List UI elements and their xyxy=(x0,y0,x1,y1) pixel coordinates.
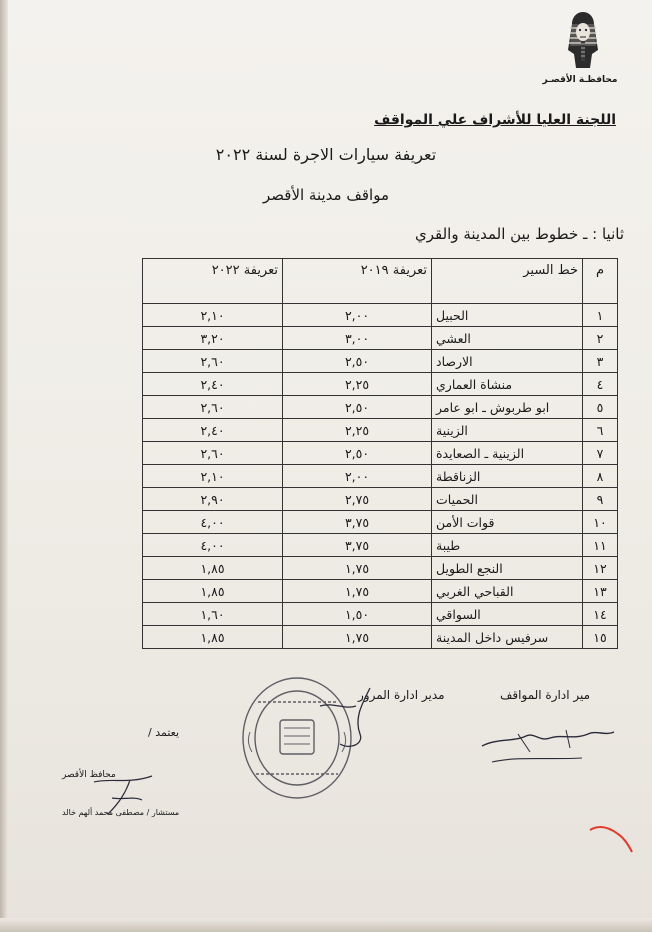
cell-route: سرفيس داخل المدينة xyxy=(432,626,583,649)
cell-tariff-2022: ٢,٤٠ xyxy=(143,419,283,442)
cell-route: منشاة العماري xyxy=(432,373,583,396)
cell-no: ٧ xyxy=(583,442,618,465)
cell-tariff-2019: ٣,٠٠ xyxy=(283,327,432,350)
cell-tariff-2022: ٢,٦٠ xyxy=(143,396,283,419)
tariff-table xyxy=(142,258,618,649)
cell-tariff-2019: ١,٥٠ xyxy=(283,603,432,626)
cell-route: الارصاد xyxy=(432,350,583,373)
table-row xyxy=(143,603,618,626)
cell-no: ١٥ xyxy=(583,626,618,649)
advisor-name: مستشار / مصطفى محمد ألهم خالد xyxy=(62,808,180,817)
cell-tariff-2019: ٢,٠٠ xyxy=(283,465,432,488)
cell-tariff-2019: ٢,٥٠ xyxy=(283,350,432,373)
cell-tariff-2022: ١,٨٥ xyxy=(143,626,283,649)
cell-tariff-2022: ٤,٠٠ xyxy=(143,511,283,534)
cell-route: ابو طربوش ـ ابو عامر xyxy=(432,396,583,419)
traffic-director-title: مدير ادارة المرور xyxy=(358,688,445,702)
table-row xyxy=(143,350,618,373)
table-row xyxy=(143,488,618,511)
cell-tariff-2022: ١,٨٥ xyxy=(143,557,283,580)
committee-heading: اللجنة العليا للأشراف علي المواقف xyxy=(374,112,616,128)
cell-no: ٥ xyxy=(583,396,618,419)
table-row xyxy=(143,465,618,488)
table-row xyxy=(143,304,618,327)
pharaoh-logo-icon xyxy=(566,10,600,72)
cell-no: ١٢ xyxy=(583,557,618,580)
cell-tariff-2022: ١,٦٠ xyxy=(143,603,283,626)
cell-no: ٦ xyxy=(583,419,618,442)
cell-tariff-2022: ٢,١٠ xyxy=(143,304,283,327)
cell-tariff-2022: ٢,٤٠ xyxy=(143,373,283,396)
cell-tariff-2019: ١,٧٥ xyxy=(283,580,432,603)
cell-route: السواقي xyxy=(432,603,583,626)
parking-director-title: مير ادارة المواقف xyxy=(500,688,591,702)
cell-tariff-2022: ٣,٢٠ xyxy=(143,327,283,350)
approval-label: يعتمد / xyxy=(148,726,180,739)
cell-no: ٨ xyxy=(583,465,618,488)
cell-tariff-2019: ١,٧٥ xyxy=(283,626,432,649)
cell-tariff-2019: ٢,٥٠ xyxy=(283,442,432,465)
cell-no: ١ xyxy=(583,304,618,327)
cell-route: الزينية xyxy=(432,419,583,442)
header-no: م xyxy=(583,259,618,304)
cell-no: ١٠ xyxy=(583,511,618,534)
cell-no: ٩ xyxy=(583,488,618,511)
table-row xyxy=(143,511,618,534)
cell-no: ٢ xyxy=(583,327,618,350)
cell-tariff-2019: ٢,٢٥ xyxy=(283,419,432,442)
cell-no: ١٣ xyxy=(583,580,618,603)
cell-tariff-2022: ٢,٩٠ xyxy=(143,488,283,511)
cell-route: الزناقطة xyxy=(432,465,583,488)
table-row xyxy=(143,557,618,580)
cell-no: ١٤ xyxy=(583,603,618,626)
cell-tariff-2019: ٢,٠٠ xyxy=(283,304,432,327)
header-tariff-2022: تعريفة ٢٠٢٢ xyxy=(143,259,283,304)
traffic-director-signature xyxy=(300,684,390,764)
cell-tariff-2019: ٢,٢٥ xyxy=(283,373,432,396)
cell-route: الزينية ـ الصعايدة xyxy=(432,442,583,465)
table-row xyxy=(143,534,618,557)
table-row xyxy=(143,327,618,350)
cell-route: القباحي الغربي xyxy=(432,580,583,603)
red-pen-mark xyxy=(588,820,636,860)
cell-no: ١١ xyxy=(583,534,618,557)
table-row xyxy=(143,626,618,649)
cell-no: ٣ xyxy=(583,350,618,373)
governor-title: محافظ الأقصر xyxy=(62,770,116,780)
cell-tariff-2019: ٣,٧٥ xyxy=(283,534,432,557)
table-row xyxy=(143,442,618,465)
cell-route: الحبيل xyxy=(432,304,583,327)
header-route: خط السير xyxy=(432,259,583,304)
parking-director-signature xyxy=(478,712,618,772)
cell-route: قوات الأمن xyxy=(432,511,583,534)
cell-tariff-2019: ١,٧٥ xyxy=(283,557,432,580)
section-heading: ثانيا : ـ خطوط بين المدينة والقري xyxy=(414,225,624,243)
cell-route: النجع الطويل xyxy=(432,557,583,580)
governorate-name: محافظـة الأقصـر xyxy=(542,75,618,85)
governor-signature xyxy=(90,770,160,820)
cell-route: الحميات xyxy=(432,488,583,511)
cell-tariff-2019: ٢,٥٠ xyxy=(283,396,432,419)
cell-route: العشي xyxy=(432,327,583,350)
paper-shadow-left xyxy=(0,0,8,932)
table-row xyxy=(143,419,618,442)
cell-route: طيبة xyxy=(432,534,583,557)
document-title: تعريفة سيارات الاجرة لسنة ٢٠٢٢ xyxy=(215,145,437,164)
cell-tariff-2022: ٢,٦٠ xyxy=(143,350,283,373)
cell-tariff-2022: ٢,١٠ xyxy=(143,465,283,488)
cell-tariff-2019: ٢,٧٥ xyxy=(283,488,432,511)
table-header-row xyxy=(143,259,618,304)
cell-tariff-2022: ٢,٦٠ xyxy=(143,442,283,465)
paper-shadow-bottom xyxy=(0,918,652,932)
table-row xyxy=(143,373,618,396)
table-row xyxy=(143,396,618,419)
cell-tariff-2022: ١,٨٥ xyxy=(143,580,283,603)
document-subtitle: مواقف مدينة الأقصر xyxy=(262,186,389,204)
header-tariff-2019: تعريفة ٢٠١٩ xyxy=(283,259,432,304)
table-row xyxy=(143,580,618,603)
cell-tariff-2022: ٤,٠٠ xyxy=(143,534,283,557)
cell-tariff-2019: ٣,٧٥ xyxy=(283,511,432,534)
cell-no: ٤ xyxy=(583,373,618,396)
